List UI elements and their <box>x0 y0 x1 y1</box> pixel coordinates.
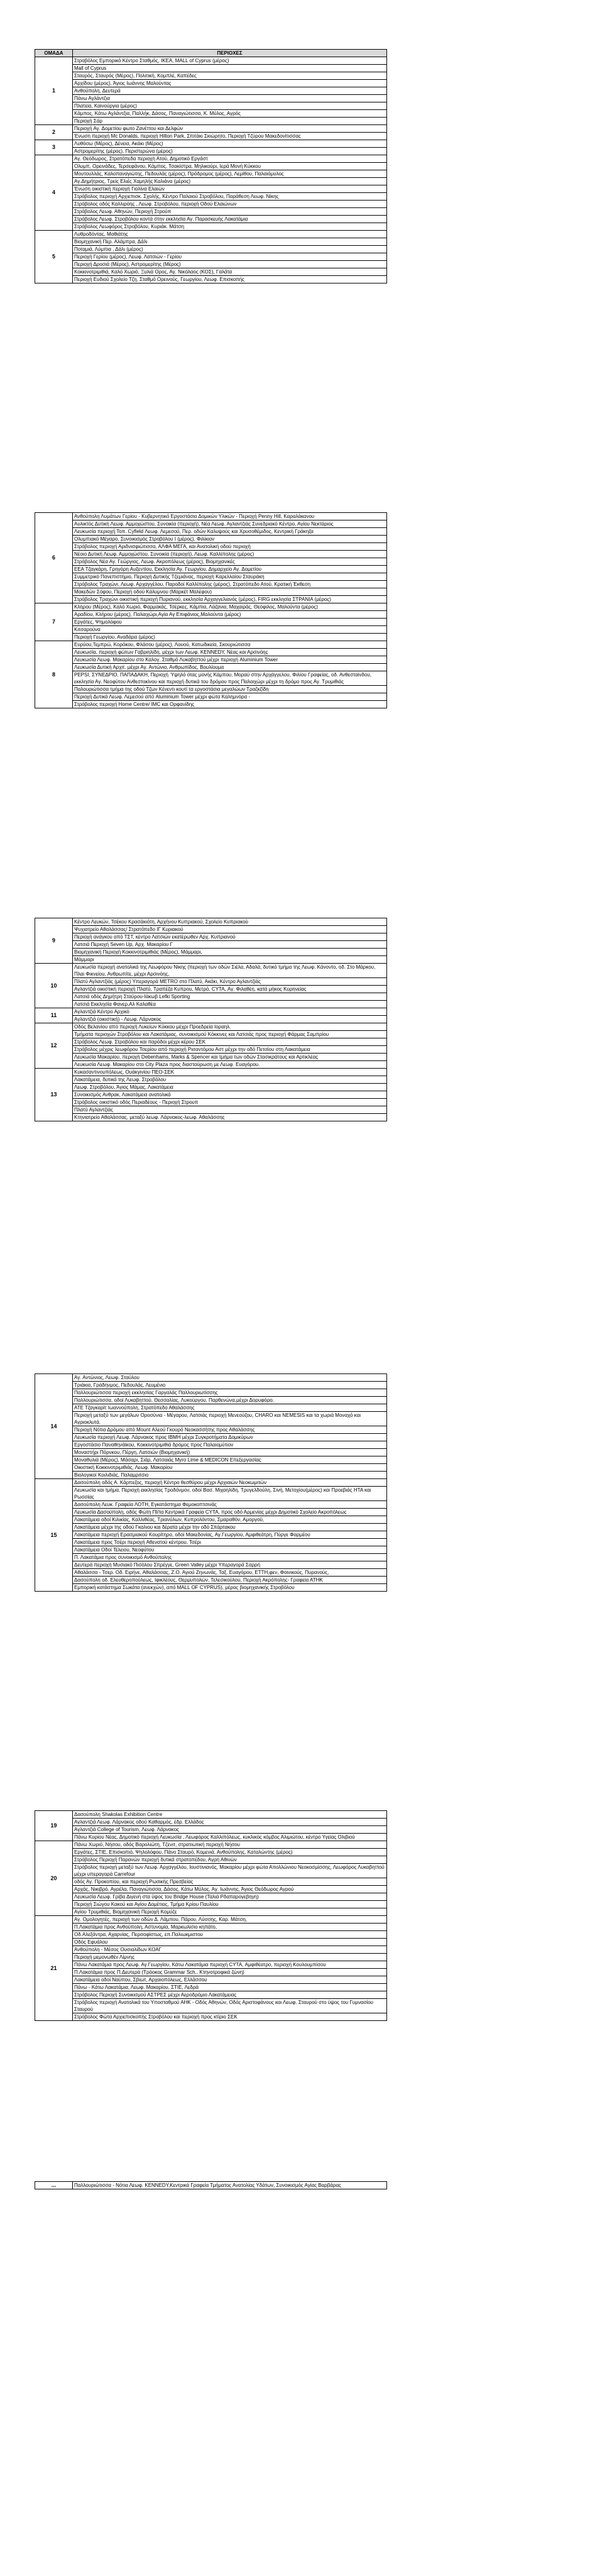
area-cell: Ψυχιατρείο Αθαλάσσας/ Στρατόπεδο ΙΓ Κυριακού <box>73 926 387 933</box>
area-cell: ΕΕΑ Τζαγκάρη, Γρηγόρη Αυξεντίου, Εκκλησία Αγ. Γεωργίου, Δημαρχείο Αγ. Δομετίου <box>73 566 387 573</box>
table-row <box>35 641 387 649</box>
area-cell: Ένωση οικιστική περιοχή Γιολίνα Ελαιών <box>73 185 387 193</box>
group-number-cell: 21 <box>35 1916 73 2021</box>
table-row <box>35 1487 387 1501</box>
table-row <box>35 1849 387 1856</box>
table-row <box>35 1976 387 1984</box>
area-cell: Τμήματα περιοχών Στροβόλου και Λακατάμιας, συνοικισμού Κόκκινες και Λατσιάς προς περιοχή Φάρμας Σαμπρίου <box>73 1031 387 1038</box>
area-cell: Πάνω Χωριό, Νήσου, οδός Βαρολιώτη, Τζενιτ, στρατιωτική περιοχή Νήσου <box>73 1841 387 1849</box>
area-cell: Αραδίου, Κλήρου (μέρος), Παλαιχώρι,Αγία Αγ Επιφάνιος,Μαλούντα (μέρος) <box>73 611 387 619</box>
area-cell: Δασούπολη Shakolas Exhibition Centre <box>73 1811 387 1819</box>
group-number-cell: 10 <box>35 964 73 1008</box>
area-cell: Ευρύου,Τεμπρώ, Κορόκου, Φλάσου (μέρος), Λουού, Κατωδικεία, Σκουριώτισσα <box>73 641 387 649</box>
group-number-cell: 4 <box>35 155 73 231</box>
table-row <box>35 1449 387 1456</box>
group-number-cell: 19 <box>35 1811 73 1841</box>
table-row <box>35 87 387 95</box>
area-cell: Νέοιο Δυτική Λεωφ. Αμμοχώστου, Συνοικία (περιοχή), Λεωφ. Καλλίπολης (μέρος) <box>73 551 387 558</box>
group-number-cell: 9 <box>35 918 73 964</box>
table-row <box>35 596 387 603</box>
table-row <box>35 1554 387 1561</box>
area-cell: Συνοικισμός Ανθρακ, Λακατάμεια ανατολικά <box>73 1091 387 1099</box>
table-row <box>35 110 387 118</box>
table-row <box>35 1412 387 1426</box>
area-cell: Λυθροδόντας, Μαθιάτης <box>73 231 387 238</box>
area-cell: Παλουριώτισσα τμήμα της οδού Τζων Κένεντι κουτί τα εργοστάσια μεγαλώων Τραζκζίδη <box>73 686 387 693</box>
area-cell: Λευκωσία Δυτική Αρχιτ. μέχρι Αγ. Αντώνιο, Ανθρωπίδος, Βουλίουμα <box>73 664 387 671</box>
group-number-cell: 7 <box>35 603 73 641</box>
area-cell: Περιοχή Ευδιού Σχολείο Τζη, Σταθμό Ορεινούς, Γεωργίου, Λεωφ. Επισκοπής <box>73 276 387 283</box>
area-cell: Λακατάμεια Οδοί Τέλειου, Νεοφύτου <box>73 1546 387 1554</box>
table-row <box>35 1864 387 1878</box>
col-header-areas: ΠΕΡΙΟΧΕΣ <box>73 50 387 57</box>
area-cell: Λευκωσία Λεωφ. Μακαρίου στο City Plaza προς διασταύρωση με Λεωφ. Ευαγόρου. <box>73 1061 387 1069</box>
table-row <box>35 1961 387 1969</box>
area-cell: Κοκκινοτριμιθιά, Καλό Χωριό, Ξυλιά Ορος, Αγ. Νικόλαος (ΚΟΣ), Γαλάτα <box>73 268 387 276</box>
table-row <box>35 246 387 253</box>
area-cell: Πάνω Λακατάμια προς Λεωφ. Αγ.Γεωργίου, Κάτω Λακατάμια περιοχή CYTA, Αμφιθέατρο, περιοχή Κουλουμπίσου <box>73 1961 387 1969</box>
table-row <box>35 95 387 102</box>
table-row <box>35 1501 387 1509</box>
table-row <box>35 1038 387 1046</box>
table-row <box>35 1023 387 1031</box>
areas-table-block-4 <box>35 1373 387 1592</box>
group-number-cell: 6 <box>35 513 73 603</box>
table-row <box>35 603 387 611</box>
table-row <box>35 261 387 268</box>
area-cell: Στρόβολος Τραχώνι, Λεωφ. Αρχαγγέλου, Παροδοί Καλλίπολης (μέρος), Στρατόπεδο Ατού, Κρατική Έκθεση <box>73 581 387 588</box>
table-row <box>35 1114 387 1121</box>
table-row <box>35 155 387 163</box>
table-row <box>35 163 387 170</box>
area-cell: Δασούπολη οδ. Ελευθεροπούλεως, Ιφικλέους, Θερμυπολών, Τελεσικούλου, Περιοχή Ακρόπολης- Γραφεία ΑΤΗΚ <box>73 1577 387 1584</box>
table-row <box>35 125 387 133</box>
area-cell: Αγλαντζιά Λεωφ. Λάρνακος οδού Καθαρμός, έδρ. Ελλάδος <box>73 1819 387 1826</box>
table-row <box>35 956 387 964</box>
table-row <box>35 1434 387 1441</box>
area-cell: Στρόβολος περιοχή Αρχιεπισκ. Σχολής, Κέντρο Παλαιού Στροβόλου, Παράθεση Λεωφ. Νίκης <box>73 193 387 201</box>
area-cell: Στρόβολος Λεωφ. Στροβόλου κοντά στην εκκλησία Αγ. Παρασκευής Λακατάμια <box>73 216 387 223</box>
table-row <box>35 65 387 72</box>
table-row <box>35 1878 387 1886</box>
table-row <box>35 1954 387 1961</box>
area-cell: Στρόβολος μέχρις λεωφόρου Τσερίου από περιοχή Ρισαντόμου Αστ μέχρι την οδό Πετσίου στη Λακατάμεια <box>73 1046 387 1054</box>
table-row <box>35 1426 387 1434</box>
table-row <box>35 941 387 949</box>
area-cell: Βιολογικοί Κοιλιδιάς, Παλαμριτσιο <box>73 1472 387 1479</box>
area-cell: Π. Λακατάμια προς συνοικισμό Ανθούπολης <box>73 1554 387 1561</box>
table-row <box>35 949 387 956</box>
table-row <box>35 268 387 276</box>
area-cell: Λευκωσία, περιοχή φώτων Γαβριηλίδη, μέχρι των Λεωφ. KENNEDY, Νέας και Αρσινόης <box>73 649 387 656</box>
table-row <box>35 656 387 664</box>
table-row <box>35 57 387 65</box>
area-cell: Εμπορική κατάστημα Σωκάτα (ανεκχών), από MALL OF CYPRUS), μέρος βιομηχανικής Στροβόλου <box>73 1584 387 1592</box>
table-row <box>35 566 387 573</box>
table-row <box>35 1811 387 1819</box>
area-cell: Παλλουριώτισσα, οδοί Λυκαβηττού, Θεσσαλίας, Λυκούργου, Παρθενώνα,μέχρι Δορυφόρο. <box>73 1397 387 1404</box>
area-cell: Αγλαντζιά (οικιστική) - Λεωφ. Λάρνακος <box>73 1016 387 1023</box>
group-number-cell: 2 <box>35 125 73 140</box>
area-cell: Παλλουριώτισσα περιοχή εκκλησίας Γαργαλάς Παλλουριωτίσσης <box>73 1389 387 1397</box>
table-row <box>35 701 387 708</box>
table-row <box>35 80 387 87</box>
table-row <box>35 581 387 588</box>
table-row <box>35 1456 387 1464</box>
table-row <box>35 1382 387 1389</box>
area-cell: Οδός Βελανίου από περιοχή Λυκείων Κύκκου μέχρι Προεδρεία Ιοραηλ. <box>73 1023 387 1031</box>
area-cell: Περιοχή μεμονωθέν Λίμνης <box>73 1954 387 1961</box>
table-row <box>35 102 387 110</box>
table-row <box>35 543 387 551</box>
table-row <box>35 140 387 148</box>
table-row <box>35 1886 387 1893</box>
table-row <box>35 626 387 634</box>
table-row <box>35 1569 387 1577</box>
area-cell: Ανθούπολη, Δευτερά <box>73 87 387 95</box>
areas-table-block-3 <box>35 918 387 1121</box>
area-cell: Περιοχή μεταξύ των μεγάλων Οροσύνια - Μέγαρου, Λατσιάς περιοχή Μενεούζου, CHARO και NEMESIS και τα χωριά Μοναχό και Αγριοκλυτά. <box>73 1412 387 1426</box>
area-cell: Λευκωσία Δασούπολη, οδός Φώτη ΠΙ/τα Κεντρικά Γραφεία CYTA, προς οδό Αρμενίας μέχρι Δημοτικό Σχολείο Ακροπόλεως <box>73 1509 387 1516</box>
area-cell: Λακατάμεια οδοί Ναύπου, Σβιωτ, Αρχαιοπόλεως, Ελλάσσου <box>73 1976 387 1984</box>
area-cell: Λευκωσία Λεωφ. Γρίβα Διγενή στα ύψος του Bridge House (Ταλιά Ρδαπαρογεβηγη) <box>73 1893 387 1901</box>
area-cell: Πλατεία, Καινούργια (μέρος) <box>73 102 387 110</box>
table-row <box>35 1856 387 1864</box>
area-cell: Αγ. Αντώνιος, Λεωφ. Σταύλου <box>73 1374 387 1382</box>
area-cell: Ποταμιά, Λύμπια , Δάλι (μέρος) <box>73 246 387 253</box>
table-row <box>35 72 387 80</box>
area-cell: Οδός Εφυάλου <box>73 1939 387 1946</box>
table-row <box>35 573 387 581</box>
area-cell: Λατσιά Εκκλησία Φανερ,Αλ Καλαθέα <box>73 1001 387 1008</box>
table-row <box>35 1539 387 1546</box>
group-number-cell: 15 <box>35 1479 73 1592</box>
area-cell: Περιοχή Γερίου (μέρος), Λεωφ. Λατσιών - Γερίου <box>73 253 387 261</box>
area-cell: Στρόβολος οικιστικό οδός Περιαδέους - Περιοχή Στρουπ <box>73 1099 387 1106</box>
area-cell: Στρόβολος Νέα Αγ. Γεώργιος, Λεωφ. Ακροπόλεως (μέρος), Βιομηχανικές <box>73 558 387 566</box>
area-cell: Κλήρου (Μέρος), Καλό Χωριό, Φαρμακάς, Τσέρκες, Κάμπια, Λάζανια, Μαχαιράς, Θεόφιλος, Μαλούντα (μέρος) <box>73 603 387 611</box>
area-cell: Αρχάς, Νικιβρό, Αγρέλα, Παναγιώτισσα, Δάσος, Κάτω Μύλος, Αγ. Ιωάννης, Άγιος Θεόδωρος Αγρού <box>73 1886 387 1893</box>
table-row <box>35 133 387 140</box>
area-cell: Πλατύ Αγλαντζιάς (μέρος) Υπεραγορά METRO στο Πλατύ, Ακάκι, Κέντρο Αγλαντζιάς <box>73 978 387 986</box>
area-cell: Ανθούπολη Λυμάτων Γερίου - Κυβερνητικό Εργοστάσιο Δομικών Υλικών - Περιοχή Penny Hill, Καραλάκανου <box>73 513 387 520</box>
table-row <box>35 216 387 223</box>
group-number-cell: 20 <box>35 1841 73 1916</box>
table-row <box>35 1531 387 1539</box>
area-cell: Δευτερά περιοχή Μυσιακό Πισόλου Σπρέγγε, Green Valley μέχρι Υπεραγορά Σαρρή <box>73 1561 387 1569</box>
area-cell: Λακατάμεια μέχρι της οδού Γκαλιου και δέρατα μέχρι την οδό Σπάρτακου <box>73 1524 387 1531</box>
area-cell: ΑΤΕ Τζαγκαρίτ Ιωαννούπολη, Στρατόπεδο Αθαλάσσης <box>73 1404 387 1412</box>
area-cell: Αγ.Δημήτριος, Τρείς Ελιές Χαμηλής Καλιάνα (μέρος) <box>73 178 387 185</box>
area-cell: Ανθούπολη - Μέσος Ουσιαλίδων ΚΟΑΓ <box>73 1946 387 1954</box>
area-cell: Στρόβολος περιοχή Home Centre/ IMC και Ορφανίδης <box>73 701 387 708</box>
table-row <box>35 551 387 558</box>
area-cell: Περιοχή ανάγκου από ΤΣΤ, κέντρο Λατσιών εκατέρωθεν Αρχ. Κυπριανού <box>73 933 387 941</box>
table-row <box>35 1939 387 1946</box>
area-cell: Πάνω Κυρίου Νέας, Δημοτικό περιοχή Λευκωσία , Λεωφόρος Καλλιπόλεως, κυκλικός κόμβος Αλιμιώτου, κέντρο Υγείας Ολιβιού <box>73 1834 387 1841</box>
table-row <box>35 520 387 528</box>
area-cell: Παλλουριώτισσα - Νότια Λεωφ. KENNEDY,Κεντρικά Γραφεία Τμήματος Ανατολίας Υδάτων, Συνοικισμός Αγίας Βαρβάρας <box>73 2182 387 2189</box>
table-row <box>35 1561 387 1569</box>
areas-table-block-1 <box>35 49 387 283</box>
area-cell: Στρόβολος Τραχώνι οικιστική περιοχή Πυριανού, εκκλησία Αρχαγγελιανός (μέρος), FIRG εκκλησία ΣΤΡΑΝΙΑ (μέρος) <box>73 596 387 603</box>
table-row <box>35 1054 387 1061</box>
table-row <box>35 1008 387 1016</box>
table-row <box>35 1099 387 1106</box>
area-cell: Ολυμπ, Ορεινάδες, Τερσεφάνου, Κάμπος, Τσακίστρα, Μηλικούρι, Ιερά Μονή Κύκκου <box>73 163 387 170</box>
table-row <box>35 1991 387 1999</box>
area-cell: Τριάκια, Γράδηνμος, Πεδουλάς, Λευμένιο <box>73 1382 387 1389</box>
area-cell: Ολυμπιακό Μέγαρο, Συνοικισμός Στροβόλου Ι (μέρος), Φιλίκιον <box>73 536 387 543</box>
table-row <box>35 2013 387 2021</box>
area-cell: Μακεδών Σόφου, Περιοχή οδού Κάλυμνου (Μαρκέτ Μαλέφου) <box>73 588 387 596</box>
group-number-cell: 14 <box>35 1374 73 1479</box>
area-cell: Μάμμαρι <box>73 956 387 964</box>
area-cell: Λυθόσω (Μέρος), Δένεια, Ακάκι (Μέρος) <box>73 140 387 148</box>
area-cell: Περιοχή Δυτικά Λεωφ. Λεμεσού από Aluminium Tower μέχρι φώτα Καλημνόρα - <box>73 693 387 701</box>
table-row <box>35 918 387 926</box>
table-row <box>35 253 387 261</box>
table-row <box>35 1826 387 1834</box>
table-row <box>35 528 387 536</box>
area-cell: Περιοχή Γεωργίου, Αναδάρα (μέρος) <box>73 634 387 641</box>
table-row <box>35 231 387 238</box>
area-cell: Στρόβολος οδός Καλλιρόης , Λεωφ. Στροβόλου, περιοχή Οδού Ελαιώνων <box>73 201 387 208</box>
table-row <box>35 1441 387 1449</box>
table-row <box>35 1584 387 1592</box>
area-cell: Δασούπολη οδός Α. Κάρπεζος, περιοχή Κέντρο θεσθύρου μέχρι Αρχιαιών Νεοκωμιτών <box>73 1479 387 1487</box>
area-cell: Εργάτες, Ψημολόφου <box>73 619 387 626</box>
table-row <box>35 1969 387 1976</box>
table-row <box>35 1472 387 1479</box>
table-row <box>35 1046 387 1054</box>
table-row <box>35 926 387 933</box>
table-row <box>35 664 387 671</box>
table-row <box>35 276 387 283</box>
area-cell: Μοναστήρι Πόρνκου, Πέργη, Λατσιών (Βιομηχανική) <box>73 1449 387 1456</box>
area-cell: Περιοχή Νότια Δρόμου από Mount Αλεού Γκουρό Νεοκασσήτης προς Αθαλάσσης <box>73 1426 387 1434</box>
table-row <box>35 588 387 596</box>
group-number-cell: 3 <box>35 140 73 155</box>
table-row <box>35 1893 387 1901</box>
group-number-cell: ... <box>35 2182 73 2189</box>
area-cell: Συμμετρικό Πανεπιστήμιο, Περιοχή Δυτικής Τζεμιάνας, περιοχή Καρελλαίου Σταυράκη <box>73 573 387 581</box>
area-cell: Λευκωσία περιοχή ανατολικά της Λεωφόρου Νίκης (περιοχή των οδών Σιέλα, Αδαλά, δυτικό τμήμα της Λεωφ. Κάνοντο, οδ. Στο Μάρκου, Πλαι Φικνείου, Ανθρωπίτε, μέχρι Αρσινόης, <box>73 964 387 978</box>
area-cell: PEPSI, ΣΥΝΕΔΡΙΟ, ΠΑΠΑΔΑΚΗ, Περιοχή Ύψηλό ότας μονής Κάμπου, Μοραύ στην Αρχάγγελου, Φιλίου Γραφείας, οδ. Ανθεσταίνδου, εκκλησία Αγ. Νεοφύτου Ανθεστοκίνου και περιοχή δυτικά του δρόμου προς Παλαιχώρι μέχρι τη δρόμο προς Αγ. Τρυμιθιάς <box>73 671 387 686</box>
table-row <box>35 1404 387 1412</box>
area-cell: Αυλικτός Δυτική Λεωφ. Αμμοχώστου, Συνοικία (περιοχή), Νέα Λεωφ. Αγλαντζιάς Συνεδριακό Κέντρο, Αγίου Νεκτάριος <box>73 520 387 528</box>
table-row <box>35 201 387 208</box>
area-cell: Περιοχή Αγ. Δομετίου φωτο Ζανέττου και Δελφών <box>73 125 387 133</box>
table-row <box>35 1389 387 1397</box>
table-row <box>35 1001 387 1008</box>
table-row <box>35 1524 387 1531</box>
table-row <box>35 148 387 155</box>
area-cell: Στρόβολος Περιοχή Παρανών περιοχή δυτικά στρατοπέδου, Αγρή Αθινών <box>73 1856 387 1864</box>
group-number-cell: 1 <box>35 57 73 125</box>
group-number-cell: 12 <box>35 1023 73 1069</box>
table-row <box>35 1076 387 1084</box>
area-cell: Αγ. Ομολογητές, περιοχή των οδών Δ. Λάμπου, Πάρου, Λύσσης, Καρ. Μάτση, <box>73 1916 387 1924</box>
area-cell: Στρόβολος Λεωφόρος Στροβόλου, Κυριάκ. Μάτση <box>73 223 387 231</box>
area-cell: Κιτσαρούνα <box>73 626 387 634</box>
table-row <box>35 208 387 216</box>
table-row <box>35 558 387 566</box>
table-row <box>35 1061 387 1069</box>
table-row <box>35 1841 387 1849</box>
area-cell: Λακατάμεια περιοχή Ερασμιακού Κουρίτηρο, οδοί Μακεδονίας, Αγ.Γεωργίου, Αμφιθεάτρη, Πύργε Φαρμέου <box>73 1531 387 1539</box>
table-row <box>35 513 387 520</box>
table-row <box>35 649 387 656</box>
area-cell: Αγλαντζιά College of Tourism, Λεωφ. Λάρνακος <box>73 1826 387 1834</box>
table-row <box>35 634 387 641</box>
areas-table-block-6 <box>35 2181 387 2189</box>
table-row <box>35 1479 387 1487</box>
table-row <box>35 1069 387 1076</box>
area-cell: οδός Αγ. Προκοπίου, και περιοχή Ρωσικής Πρεσβείας <box>73 1878 387 1886</box>
area-cell: Στρόβολος περιοχή μεταξύ των Λεωφ. Αρχαγγέλου, Ιουστινιανός, Μακαρίου μέχρι φώτα Απολλώνιου Νεοκοσμίσσης, Λεωφόρος Λυκαβηττού μέχρι υπεραγορά Carrefour <box>73 1864 387 1878</box>
area-cell: Μουτουλλάς, Καλοπαναγιώτης, Πεδουλάς (μέρος), Πρόδρομος (μέρος), Λεμίθου, Παλαιόμυλος <box>73 170 387 178</box>
area-cell: Λακατάμεια προς Τσέρι περιοχή Αθενατού κέντρου, Τσέρι <box>73 1539 387 1546</box>
table-row <box>35 2182 387 2189</box>
table-row <box>35 185 387 193</box>
table-row <box>35 686 387 693</box>
table-row <box>35 1908 387 1916</box>
area-cell: Μοναθυλιά (Μέρος), Μάσαρι, Σιάρ, Λατσαιάς Myro Lime & MEDICON Επεξεργασίας <box>73 1456 387 1464</box>
table-row <box>35 1464 387 1472</box>
area-cell: Λευκωσία Μακαρίου, περιοχή Debenhams, Marks & Spencer και τμήμα των οδών Στασικράτους και Αρτικλέας <box>73 1054 387 1061</box>
area-cell: Στρόβολος Λεωφ. Αθηνών, Περιοχή Στρούπ <box>73 208 387 216</box>
table-row <box>35 978 387 986</box>
table-row <box>35 1546 387 1554</box>
area-cell: Οικιστική Κοκκινοτριμιθιάς, Λεωφ. Μακαρίου <box>73 1464 387 1472</box>
table-row <box>35 178 387 185</box>
area-cell: Αγίου Τρυμιθιάς, Βιομηχανική Περιοχή Κομύζε <box>73 1908 387 1916</box>
table-row <box>35 536 387 543</box>
table-row <box>35 611 387 619</box>
area-cell: Λεωφ. Στροβόλου, Άγιος Μάμας, Λακατάμεια <box>73 1084 387 1091</box>
area-cell: Αθαλάσσα - Τσερ. Οδ. Ειρήνε, Αθαλάσσας, Ζ.Ο. Αγιού Ζηνωνάς, Ταξ. Ευαγόρου, ΕΤΤΗ,φεν, Φοινικούς, Πυρανούς, <box>73 1569 387 1577</box>
area-cell: Δασούπολη Λευκ. Γραφεία ΛΟΤΗ, Εγκατάστημα Φεμοκοπτσινάς <box>73 1501 387 1509</box>
area-cell: Ένωση περιοχή Mc Donalds, περιοχή Hilton Park, Σπιτάκι Σκιώρητο, Περιοχή Τζύρου Μακεδονίτισσας <box>73 133 387 140</box>
area-cell: Π.Λακατάμια προς Ανθούπολη, Αστυνομία, Μαρκωλίσιο κηπάτο, <box>73 1924 387 1931</box>
table-row <box>35 933 387 941</box>
table-row <box>35 1516 387 1524</box>
table-row <box>35 118 387 125</box>
table-row <box>35 1106 387 1114</box>
group-number-cell: 8 <box>35 641 73 708</box>
table-row <box>35 1901 387 1908</box>
area-cell: Π.Λακατάμια προς Π.Δευτερά (Τρόοκος Grammar Sch., Κτηνοτροφικά ζώνη) <box>73 1969 387 1976</box>
area-cell: Βιομηχανική Περιοχή Κοκκινοτριμιθιάς (Μέρος), Μάμμαρι, <box>73 949 387 956</box>
area-cell: Στρόβολος Λεωφ. Στροβόλου και παρόδοι μέχρι κέρου ΣΕΚ <box>73 1038 387 1046</box>
area-cell: Περιοχή Σάρ <box>73 118 387 125</box>
area-cell: Κέντρο Λευκών, Τσέκου Κρασάκιότη, Αρχήνου Κυπριακού, Σχολείο Κυπριακού <box>73 918 387 926</box>
table-row <box>35 1016 387 1023</box>
table-row <box>35 693 387 701</box>
table-row <box>35 1509 387 1516</box>
area-cell: Οδ.Αλεξάντρα, Αχαρνίας, Περσοφίστως, επ.Παλιωκμιστου <box>73 1931 387 1939</box>
area-cell: Στρόβολος περιοχή Αριδνισφιώτισσα, ΑΛΦΑ ΜΕΓΑ, και Ανατολική οδού περιοχή <box>73 543 387 551</box>
table-row <box>35 671 387 686</box>
area-cell: Κτηνιατρείο Αθαλάσσας, μεταξύ λεωφ. Λάρνακος-λεωφ. Αθαλάσσης <box>73 1114 387 1121</box>
area-cell: Λατσιά Περιοχή Seven Up, Αρχ. Μακαρίου Γ <box>73 941 387 949</box>
table-row <box>35 993 387 1001</box>
table-row <box>35 1834 387 1841</box>
table-row <box>35 170 387 178</box>
area-cell: Περιοχή Δροσιά (Μέρος), Αστρομερίτης (Μέρος) <box>73 261 387 268</box>
table-row <box>35 1931 387 1939</box>
group-number-cell: 5 <box>35 231 73 283</box>
area-cell: Αγλαντζιά οικιστική περιοχή Πλατύ, Τραπέζα Κυπρου, Μετρό, CYTA, Αγ. Φιλαθέη, κατά μήκος Κυρηνείας <box>73 986 387 993</box>
area-cell: Πλατύ Αγλαντζιάς <box>73 1106 387 1114</box>
table-row <box>35 1946 387 1954</box>
area-cell: Λακατάμεια, δυτικά της Λεωφ. Στροβόλου <box>73 1076 387 1084</box>
area-cell: Αστρομερίτης (μέρος), Περιστερώνα (μέρος) <box>73 148 387 155</box>
table-row <box>35 1577 387 1584</box>
table-row <box>35 223 387 231</box>
area-cell: Mall of Cyprus <box>73 65 387 72</box>
areas-table-block-2 <box>35 512 387 708</box>
area-cell: Πάνω Αγλάντζια <box>73 95 387 102</box>
table-row <box>35 1374 387 1382</box>
table-row <box>35 986 387 993</box>
table-row <box>35 1397 387 1404</box>
table-header-row <box>35 50 387 57</box>
area-cell: Περιοχή Σιώγου Κακού και Αγίου Δομέτιος, Τμήμα Κρίου Παυλίου <box>73 1901 387 1908</box>
table-row <box>35 238 387 246</box>
table-row <box>35 1084 387 1091</box>
area-cell: Σταυρός, Σταυρός (Μέρος), Πολιτική, Κομπλέ, Καπέδες <box>73 72 387 80</box>
table-row <box>35 1924 387 1931</box>
area-cell: Στρόβολος Φώτα Αρχιεπισκοπής Στροβόλου και περιοχή προς κτίριο ΣΕΚ <box>73 2013 387 2021</box>
area-cell: Αρχίδου (μέρος), Άγιος Ιωάννης Μαλούντας <box>73 80 387 87</box>
col-header-group: ΟΜΑΔΑ <box>35 50 73 57</box>
area-cell: Λευκωσία περιοχή Λεωφ. Λάρνακος προς ΙΒΜΗ μέχρι Συγκροτήματα Δομικύρων <box>73 1434 387 1441</box>
area-cell: Αγ. Θεόδωρος, Στρατόπεδα περιοχή Ατού, Δημοτικό Εργάστ <box>73 155 387 163</box>
area-cell: Βιομηχανική Περ. Αλάμπρα, Δάλι <box>73 238 387 246</box>
area-cell: Αγλαντζιά Κέντρο Αρχικό <box>73 1008 387 1016</box>
table-row <box>35 964 387 978</box>
area-cell: Λακατάμεια οδοί Κιλικίας, Καλλιθέας, Τριανύλων, Κυπρολόντου, Σμαραθόν, Αμοργού, <box>73 1516 387 1524</box>
group-number-cell: 13 <box>35 1069 73 1121</box>
area-cell: Στρόβολος περιοχή Ανατολικά του Υποσταθμού ΑΗΚ - Οδός Αθηνών, Οδός Αριστοφάνους και Λεωφ. Σταυρού στο ύψος του Γυμνασίου Σταυρού <box>73 1999 387 2013</box>
area-cell: Κάμπος, Κάτω Αγλάντζια, Παλλήκ, Δάσος, Παναγιώτισσα, Κ. Μύλος, Αγρός <box>73 110 387 118</box>
table-row <box>35 1031 387 1038</box>
area-cell: Κυκασαντινουπόλεως, Ουάκγινίου ΠΕΟ-ΣΕΚ <box>73 1069 387 1076</box>
area-cell: Στρόβολος Περιοχή Συνοικισμού ΑΣΤΡΕΣ μέχρι Αεροδρόμιο Λακατάμειας <box>73 1991 387 1999</box>
area-cell: Λευκωσία περιοχή Τοπ. Cyfield Λεωφ. Λεμεσού, Περ. οδών Καλυψούς και Χρυσοθέμιδος, Κεντρική Γράκηζα <box>73 528 387 536</box>
area-cell: Εργοστάσιο Παναθηνάϊκου, Κοκκινοτριμιθιά δρόμος προς Παλαιομύτιον <box>73 1441 387 1449</box>
area-cell: Λευκωσία και τμήμα, Περιοχή εκκλησίας Τροδόνμον, οδοί Βασ. Μιχαηλίδη, Τρυγελδούλη, Σινή, Μετοχίου(μέρος) και Προεβιάς ΗΤΑ και Ρωσσίας <box>73 1487 387 1501</box>
area-cell: Λευκωσία Λεωφ. Μακαρίου στο Καλογ. Σταθμό Λυκαβηττού μέχρι περιοχή Aluminium Tower <box>73 656 387 664</box>
table-row <box>35 193 387 201</box>
areas-table-block-5 <box>35 1810 387 2021</box>
table-row <box>35 1999 387 2013</box>
table-row <box>35 619 387 626</box>
area-cell: Λατσιά οδός Δημήτρη Σταύρου-Ιάκωβ Lefki Sporting <box>73 993 387 1001</box>
table-row <box>35 1091 387 1099</box>
table-row <box>35 1984 387 1991</box>
area-cell: Εργάτες, ΣΤΙΕ, Επισκοπιό, Ψηλολόφου, Πάνο Σταυρό, Κομενιά, Ανθούπολης, Καταλώντης (μέρος) <box>73 1849 387 1856</box>
area-cell: Στροβόλος Εμπορικό Κέντρο Σταθμός, ΙΚΕΑ, MALL of Cyprus (μέρος) <box>73 57 387 65</box>
area-cell: Πάνω - Κάτω Λακατάμια, Λεωφ. Μακαρίου, ΣΤΙΕ, Λεδρά <box>73 1984 387 1991</box>
table-row <box>35 1819 387 1826</box>
group-number-cell: 11 <box>35 1008 73 1023</box>
table-row <box>35 1916 387 1924</box>
